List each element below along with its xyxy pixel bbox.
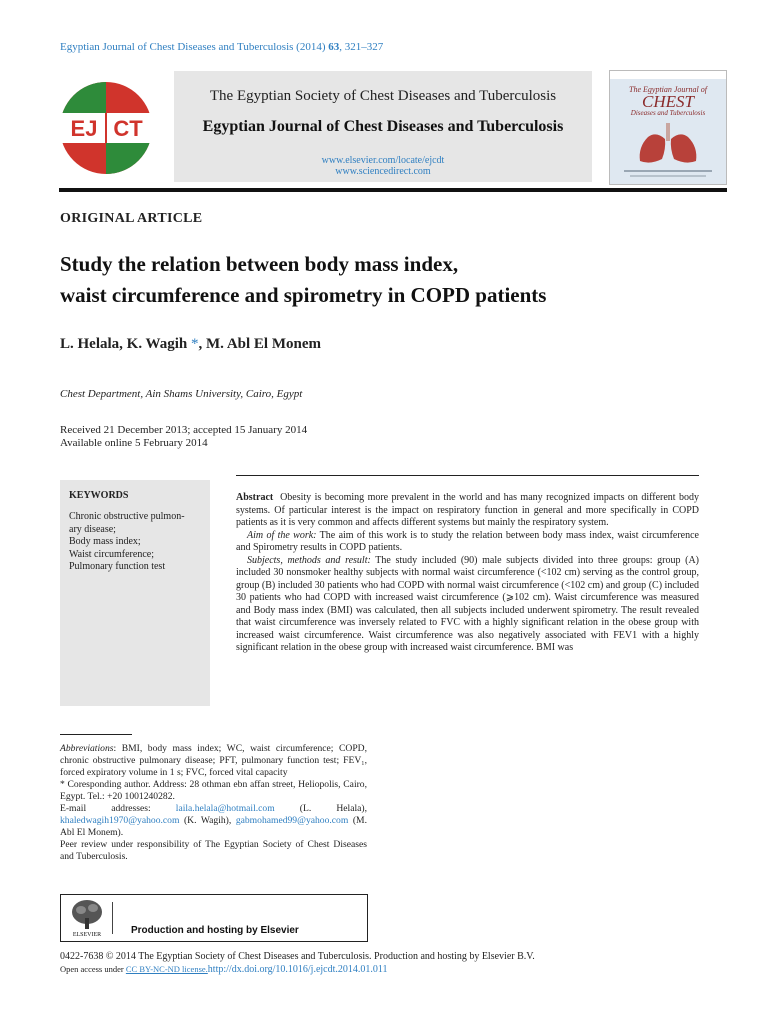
- elsevier-separator: [112, 902, 113, 934]
- keyword-item: Pulmonary function test: [69, 561, 166, 573]
- email-link-wagih[interactable]: khaledwagih1970@yahoo.com: [60, 815, 180, 826]
- cover-title-sub: Diseases and Tuberculosis: [630, 109, 706, 117]
- copyright: 0422-7638 © 2014 The Egyptian Society of Chest Diseases and Tuberculosis. Production and hosting by Elsevier B.V.: [60, 951, 535, 962]
- received-dates: Received 21 December 2013; accepted 15 January 2014: [60, 424, 308, 436]
- email-owner: (M. Abl El Monem).: [60, 815, 367, 838]
- authors: [60, 336, 321, 353]
- footnotes: [60, 743, 367, 863]
- elsevier-box: [60, 894, 368, 942]
- methods-label: Subjects, methods and result:: [247, 554, 371, 566]
- footnote-star: *: [60, 779, 65, 790]
- email-owner: (K. Wagih),: [179, 815, 236, 826]
- logo-right-text: CT: [113, 116, 143, 141]
- journal-title: Egyptian Journal of Chest Diseases and Tuberculosis: [202, 118, 564, 135]
- elsevier-tree-icon: [69, 898, 105, 938]
- abbreviations-text: : BMI, body mass index; WC, waist circumference; COPD, chronic obstructive pulmonary disease; PFT, pulmonary function test; FEV₁, forced expiratory volume in 1 s; FVC, forced vital capacity: [60, 743, 367, 778]
- journal-cover-image: [609, 70, 727, 185]
- peer-review-note: Peer review under responsibility of The Egyptian Society of Chest Diseases and Tuberculosis.: [60, 839, 367, 862]
- keyword-item: Chronic obstructive pulmon-: [69, 511, 185, 522]
- cover-title-small: The Egyptian Journal of: [629, 85, 707, 94]
- corresponding-author-link[interactable]: *: [191, 336, 199, 352]
- lungs-icon: [634, 123, 702, 167]
- journal-ref-pages: , 321–327: [339, 41, 384, 53]
- license-prefix: Open access under: [60, 964, 126, 974]
- email-link-monem[interactable]: gabmohamed99@yahoo.com: [235, 815, 349, 826]
- doi-link[interactable]: http://dx.doi.org/10.1016/j.ejcdt.2014.01.011: [207, 964, 388, 975]
- footnote-rule: [60, 734, 132, 735]
- corresponding-text: Coresponding author. Address: 28 othman ebn affan street, Heliopolis, Cairo, Egypt. Tel.: +20 1001240282.: [60, 779, 367, 802]
- ejct-logo-icon: [57, 79, 155, 177]
- article-title-line-2: waist circumference and spirometry in COPD patients: [60, 283, 547, 307]
- keyword-item: ary disease;: [69, 523, 116, 535]
- keywords-list: [69, 511, 203, 574]
- license-link[interactable]: CC BY-NC-ND license.: [125, 964, 208, 974]
- aim-text: The aim of this work is to study the relation between body mass index, waist circumference and Spirometry results in COPD patients.: [236, 529, 699, 553]
- email-note: [60, 803, 367, 839]
- online-date: Available online 5 February 2014: [60, 437, 208, 449]
- abbreviations-label: Abbreviations: [60, 743, 114, 754]
- journal-ref-text: Egyptian Journal of Chest Diseases and Tuberculosis (2014): [60, 41, 329, 53]
- header-rule: [59, 188, 727, 192]
- email-label: E-mail addresses:: [60, 803, 176, 814]
- keywords-heading: KEYWORDS: [69, 490, 129, 501]
- corresponding-note: [60, 779, 367, 803]
- email-link-helala[interactable]: laila.helala@hotmail.com: [175, 803, 275, 814]
- cover-line-2: [630, 175, 706, 177]
- cover-top-strip: [610, 71, 726, 79]
- keyword-item: Body mass index;: [69, 536, 141, 548]
- license-line: [60, 964, 388, 975]
- abstract: [236, 492, 699, 655]
- ejct-logo: [57, 79, 155, 177]
- methods-text: The study included (90) male subjects divided into three groups: group (A) included 30 nonsmoker healthy subjects with normal waist circumference (<102 cm) serving as the control group, group (B) included 30 patients who had COPD with normal waist circumference (<102 cm) and group (C) included 30 patients who had COPD with increased waist circumference (⩾102 cm). Waist circumference was measured and Body mass index (BMI) was calculated, then all subjects included underwent spirometry. The result revealed that waist circumference was inversely related to FVC with a highly significant relation in the obese group with increased waist circumference. Waist circumference was also negatively associated with FEV1 with a highly significant relation in the obese group with increased waist circumference. BMI was: [236, 554, 699, 653]
- keyword-item: Waist circumference;: [69, 548, 154, 560]
- cover-line-1: [624, 170, 712, 172]
- email-owner: (L. Helala),: [274, 803, 367, 814]
- methods-paragraph: [236, 555, 699, 655]
- sciencedirect-url-link[interactable]: www.sciencedirect.com: [335, 166, 431, 177]
- authors-rest: , M. Abl El Monem: [198, 336, 321, 352]
- affiliation: Chest Department, Ain Shams University, Cairo, Egypt: [60, 388, 303, 400]
- aim-paragraph: [236, 530, 699, 555]
- abstract-paragraph: [236, 492, 699, 530]
- journal-ref-volume: 63: [328, 41, 340, 53]
- logo-left-text: EJ: [70, 116, 98, 141]
- elsevier-logo: [69, 898, 105, 938]
- society-name: The Egyptian Society of Chest Diseases and Tuberculosis: [209, 88, 557, 104]
- abstract-label: Abstract: [236, 492, 274, 503]
- elsevier-url-link[interactable]: www.elsevier.com/locate/ejcdt: [321, 155, 445, 166]
- elsevier-logo-caption: ELSEVIER: [72, 932, 102, 938]
- elsevier-hosting-text: Production and hosting by Elsevier: [131, 925, 299, 936]
- abbreviations-note: [60, 743, 367, 779]
- abstract-text: Obesity is becoming more prevalent in the world and has many recognized impacts on different body systems. Of particular interest is the impact on respiratory function in general and more specifically in COPD patients as it is very common and affects different systems but mainly the respiratory system.: [236, 492, 699, 528]
- journal-reference[interactable]: [60, 41, 383, 53]
- authors-text: L. Helala, K. Wagih: [60, 336, 191, 352]
- article-title-line-1: Study the relation between body mass index,: [60, 252, 459, 276]
- abstract-rule: [236, 475, 699, 476]
- aim-label: Aim of the work:: [247, 529, 317, 541]
- article-type: ORIGINAL ARTICLE: [60, 211, 203, 226]
- cover-title-main: CHEST: [642, 92, 694, 111]
